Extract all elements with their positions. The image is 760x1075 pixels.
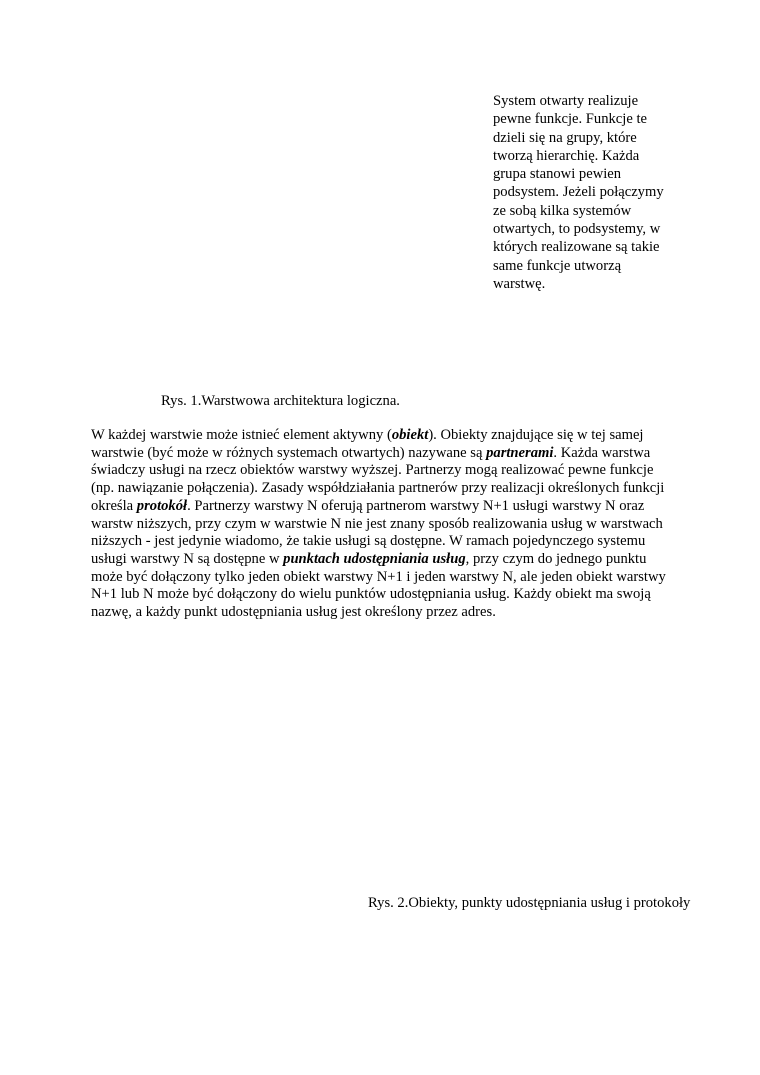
main-text-part-1: W każdej warstwie może istnieć element aktywny ( — [91, 427, 392, 443]
main-text-part-5: , przy czym do jednego punktu może być dołączony tylko jeden obiekt warstwy N+1 i jeden warstwy N, ale jeden obiekt warstwy N+1 lub N może być dołączony do wielu punktów udostępniania usług. Każdy obiekt ma swoją nazwę, a każdy punkt udostępniania usług jest określony przez adres. — [91, 550, 666, 621]
main-text-part-3: . Każda warstwa świadczy usługi na rzecz obiektów warstwy wyższej. Partnerzy mogą realizować pewne funkcje (np. nawiązanie połączenia). Zasady współdziałania partnerów przy realizacji określonych funkcji określa — [91, 444, 665, 514]
term-protokol: protokół — [136, 497, 188, 514]
term-punktach-udostepniania-uslug: punktach udostępniania usług — [283, 550, 466, 567]
term-obiekt: obiekt — [391, 427, 429, 443]
main-text-part-2: ). Obiekty znajdujące się w tej samej warstwie (być może w różnych systemach otwartych) nazywane są — [91, 427, 644, 461]
main-paragraph — [91, 427, 669, 622]
main-text-part-4: . Partnerzy warstwy N oferują partnerom warstwy N+1 usługi warstwy N oraz warstw niższych, przy czym w warstwie N nie jest znany sposób realizowania usług w warstwach niższych - jest jedynie wiadomo, że takie usługi są dostępne. W ramach pojedynczego systemu usługi warstwy N są dostępne w — [91, 497, 663, 567]
side-paragraph: System otwarty realizuje pewne funkcje. Funkcje te dzieli się na grupy, które tworzą hierarchię. Każda grupa stanowi pewien podsystem. Jeżeli połączymy ze sobą kilka systemów otwartych, to podsystemy, w których realizowane są takie same funkcje utworzą warstwę. — [493, 93, 664, 292]
figure-1-caption: Rys. 1.Warstwowa architektura logiczna. — [161, 393, 400, 409]
term-partnerami: partnerami — [486, 444, 554, 461]
figure-2-caption: Rys. 2.Obiekty, punkty udostępniania usług i protokoły — [368, 895, 691, 911]
